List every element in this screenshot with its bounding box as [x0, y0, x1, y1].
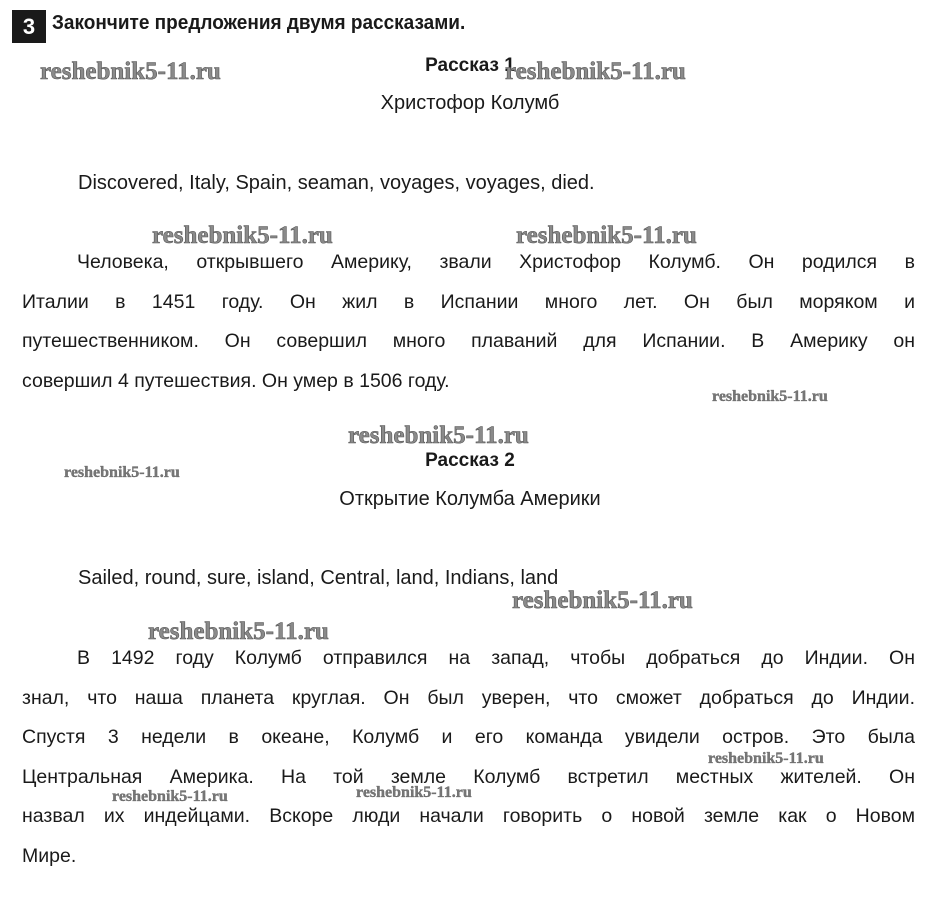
paragraph-line: Спустя 3 недели в океане, Колумб и его команда увидели остров. Это была — [22, 726, 915, 748]
task-number-badge: 3 — [12, 10, 46, 43]
watermark: reshebnik5-11.ru — [516, 222, 697, 249]
story2-words: Sailed, round, sure, island, Central, land, Indians, land — [78, 567, 559, 589]
watermark: reshebnik5-11.ru — [512, 587, 693, 614]
watermark: reshebnik5-11.ru — [64, 464, 180, 481]
watermark: reshebnik5-11.ru — [356, 784, 472, 801]
story1-words: Discovered, Italy, Spain, seaman, voyages, voyages, died. — [78, 172, 595, 194]
story1-heading: Рассказ 1 — [425, 55, 515, 76]
watermark: reshebnik5-11.ru — [40, 58, 221, 85]
story2-heading: Рассказ 2 — [425, 450, 515, 471]
watermark: reshebnik5-11.ru — [712, 388, 828, 405]
watermark: reshebnik5-11.ru — [152, 222, 333, 249]
paragraph-line: Мире. — [22, 844, 77, 867]
paragraph-line: В 1492 году Колумб отправился на запад, чтобы добраться до Индии. Он — [77, 647, 915, 669]
watermark: reshebnik5-11.ru — [112, 788, 228, 805]
paragraph-line: назвал их индейцами. Вскоре люди начали говорить о новой земле как о Новом — [22, 805, 915, 827]
paragraph-line: путешественником. Он совершил много плаваний для Испании. В Америку он — [22, 330, 915, 352]
watermark: reshebnik5-11.ru — [505, 58, 686, 85]
paragraph-line: совершил 4 путешествия. Он умер в 1506 году. — [22, 369, 450, 392]
watermark: reshebnik5-11.ru — [148, 618, 329, 645]
paragraph-line: Италии в 1451 году. Он жил в Испании много лет. Он был моряком и — [22, 290, 915, 313]
story2-title: Открытие Колумба Америки — [339, 488, 601, 510]
watermark: reshebnik5-11.ru — [348, 422, 529, 449]
paragraph-line: Центральная Америка. На той земле Колумб встретил местных жителей. Он — [22, 765, 915, 788]
paragraph-line: Человека, открывшего Америку, звали Христофор Колумб. Он родился в — [77, 251, 915, 273]
paragraph-line: знал, что наша планета круглая. Он был уверен, что сможет добраться до Индии. — [22, 686, 915, 709]
watermark: reshebnik5-11.ru — [708, 750, 824, 767]
task-instruction: Закончите предложения двумя рассказами. — [52, 12, 466, 34]
story1-paragraph — [22, 243, 915, 401]
story1-title: Христофор Колумб — [380, 92, 560, 114]
